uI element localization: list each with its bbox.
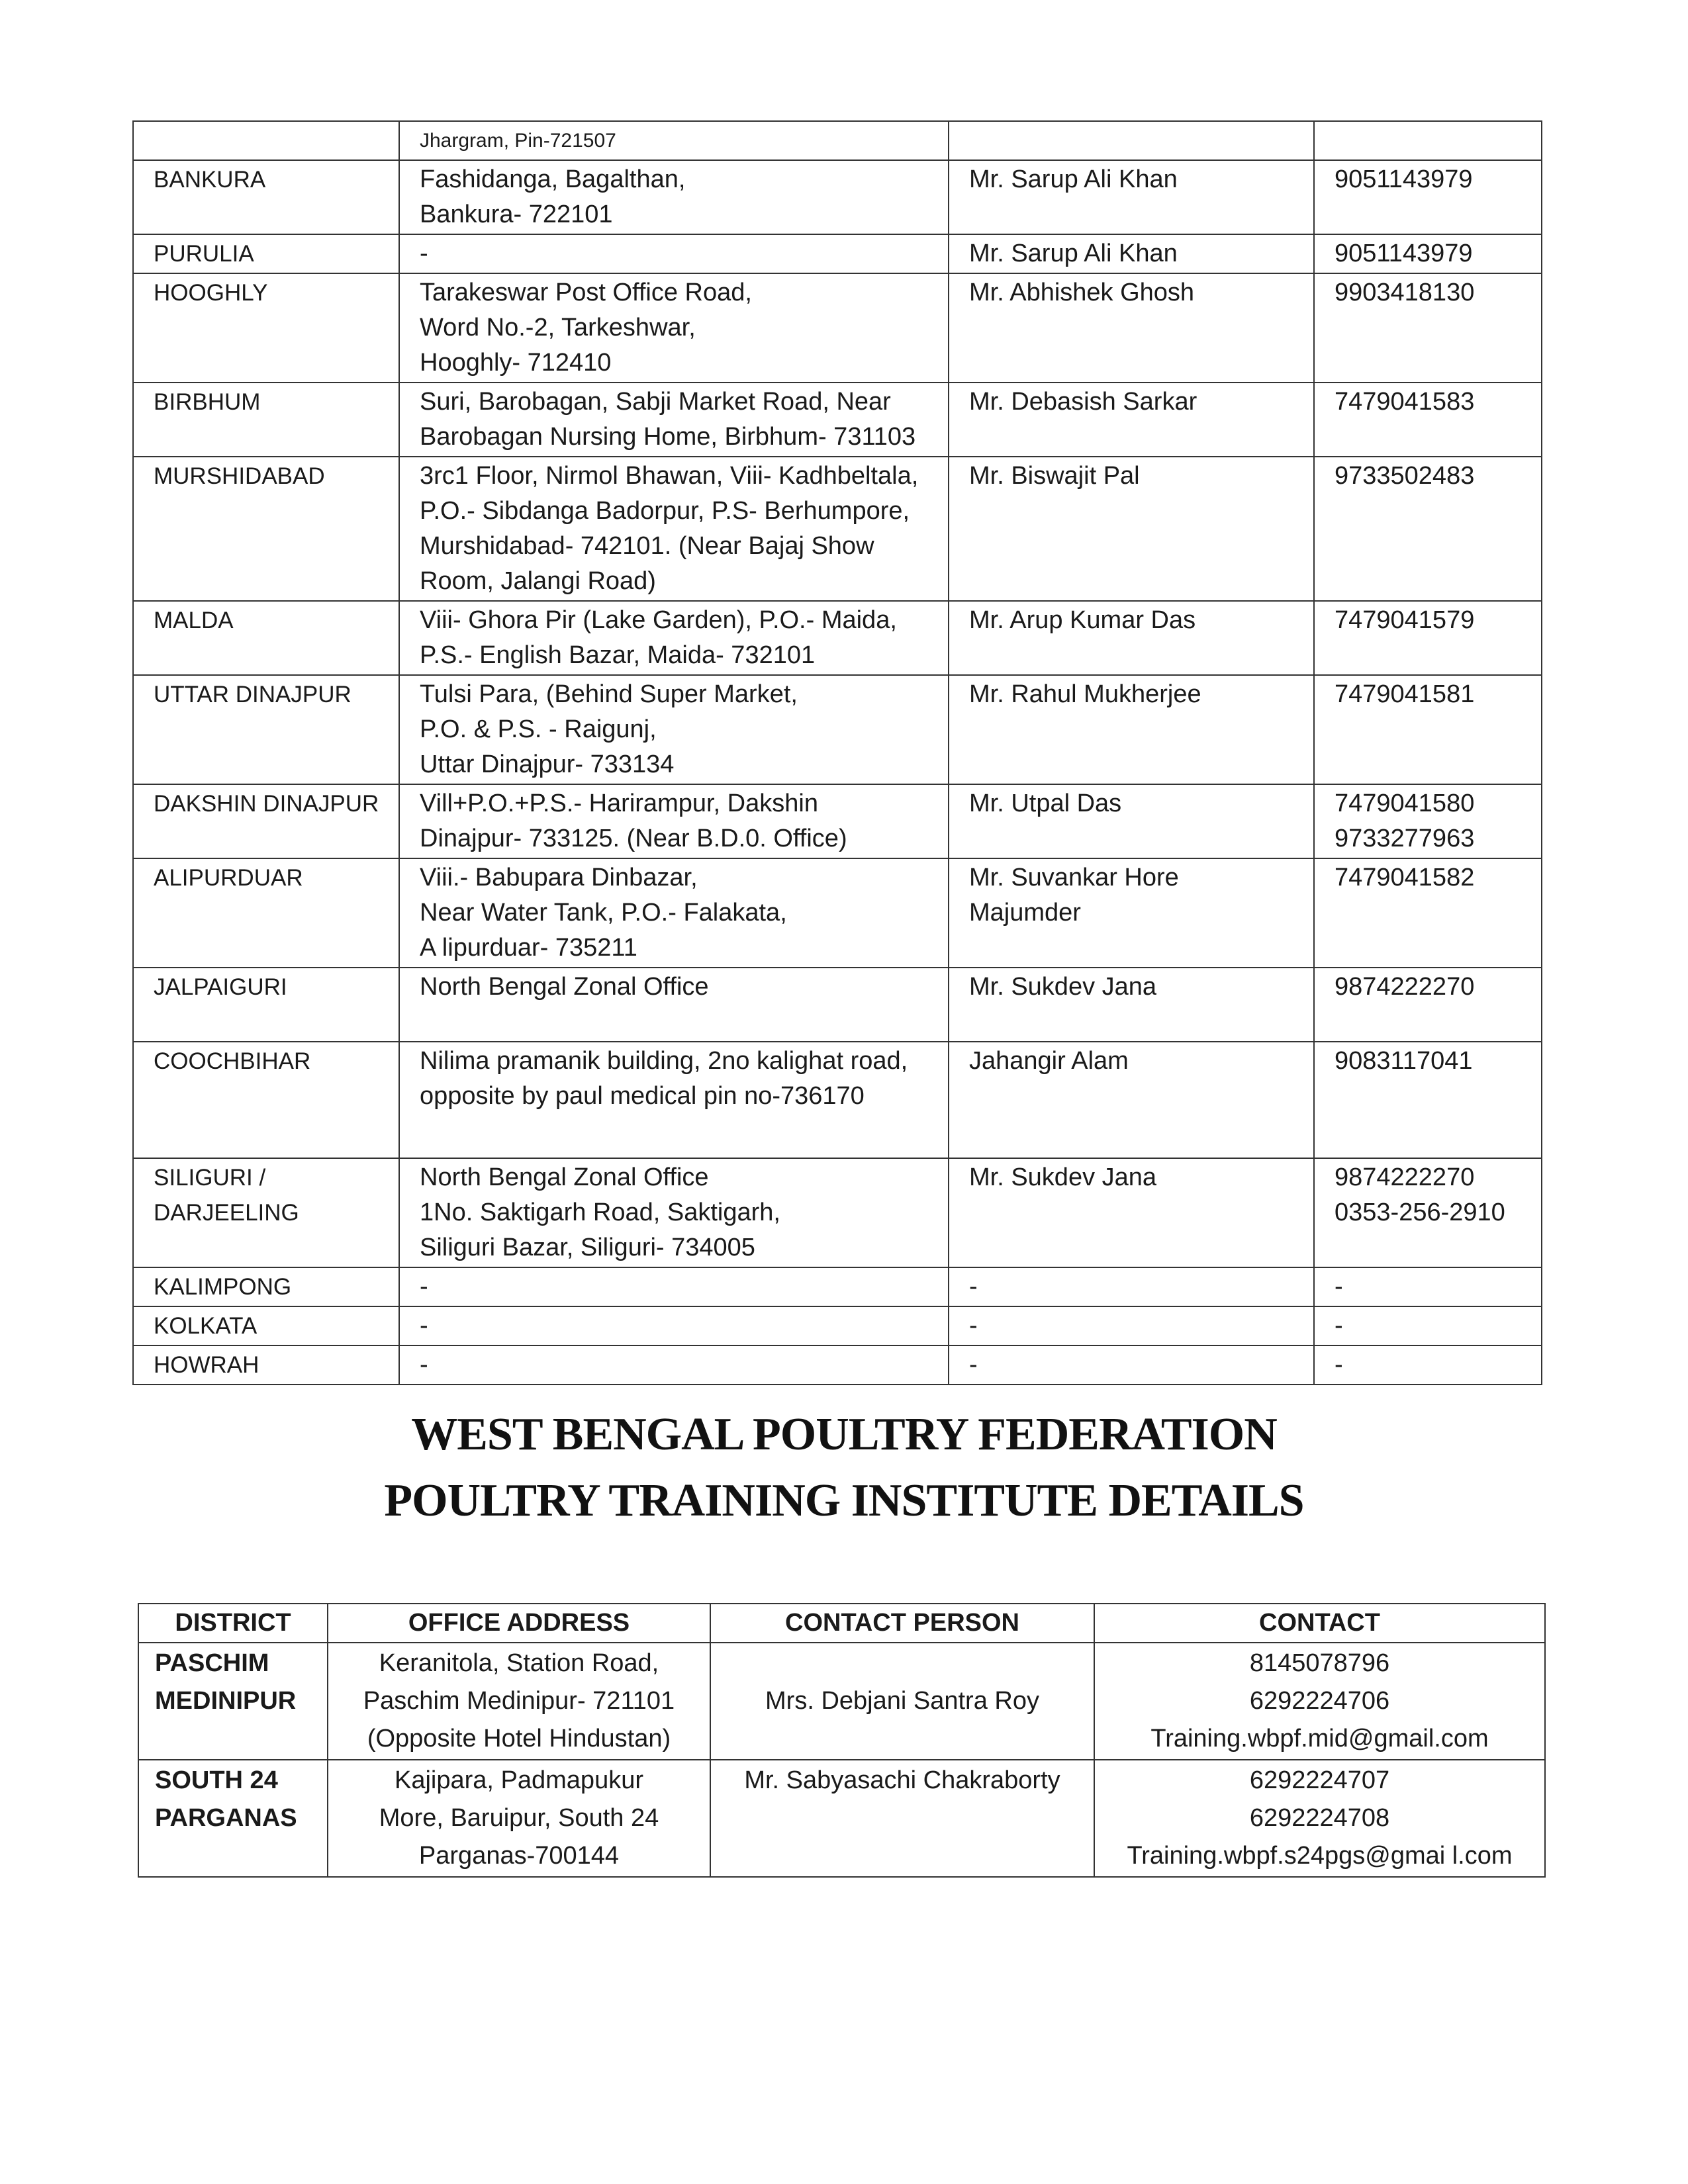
contact-number-cell-line: 7479041579 — [1335, 606, 1475, 634]
address-cell — [399, 968, 949, 1042]
district-cell — [138, 1643, 328, 1760]
address-cell-line: Paschim Medinipur- 721101 — [363, 1687, 675, 1715]
address-cell — [399, 1042, 949, 1158]
contact-person-cell — [949, 273, 1314, 383]
contact-number-cell-line: Training.wbpf.s24pgs@gmai l.com — [1127, 1842, 1513, 1870]
address-cell-line: North Bengal Zonal Office — [420, 973, 709, 1001]
address-cell-line: (Opposite Hotel Hindustan) — [367, 1725, 671, 1752]
contact-person-cell: Mrs. Debjani Santra Roy — [710, 1643, 1094, 1760]
contact-number-cell — [1314, 383, 1542, 457]
contact-person-cell — [949, 601, 1314, 675]
contact-person-cell — [949, 675, 1314, 784]
district-cell-line: KALIMPONG — [154, 1274, 292, 1300]
address-cell-line: Hooghly- 712410 — [420, 349, 612, 377]
table-header-row — [138, 1604, 1545, 1643]
contact-person-cell — [949, 121, 1314, 160]
contact-person-cell — [949, 383, 1314, 457]
address-cell-line: Word No.-2, Tarkeshwar, — [420, 314, 696, 341]
district-cell-line: UTTAR DINAJPUR — [154, 682, 352, 707]
contact-number-cell-line: 0353-256-2910 — [1335, 1199, 1505, 1226]
contact-person-cell-line: - — [969, 1312, 978, 1340]
district-cell-line: BIRBHUM — [154, 389, 261, 415]
contact-person-cell-line: - — [969, 1351, 978, 1379]
district-cell — [133, 675, 399, 784]
contact-number-cell — [1314, 1042, 1542, 1158]
contact-number-cell-line: 9874222270 — [1335, 973, 1475, 1001]
address-cell-line: Jhargram, Pin-721507 — [420, 130, 616, 152]
address-cell — [399, 1306, 949, 1345]
district-cell-line: DAKSHIN DINAJPUR — [154, 791, 379, 817]
contact-person-cell — [949, 160, 1314, 234]
address-cell-line: Room, Jalangi Road) — [420, 567, 656, 595]
district-cell-line: SILIGURI / — [154, 1165, 266, 1191]
address-cell-line: 1No. Saktigarh Road, Saktigarh, — [420, 1199, 780, 1226]
contact-person-cell-line: Majumder — [969, 899, 1081, 927]
table-row — [133, 160, 1542, 234]
address-cell-line: Fashidanga, Bagalthan, — [420, 165, 686, 193]
address-cell-line: P.O. & P.S. - Raigunj, — [420, 715, 657, 743]
address-cell-line: Kajipara, Padmapukur — [395, 1766, 643, 1794]
district-cell-line: MALDA — [154, 608, 234, 633]
district-cell-line: KOLKATA — [154, 1313, 258, 1339]
address-cell-line: - — [420, 1312, 428, 1340]
header-district: DISTRICT — [138, 1604, 328, 1643]
district-cell — [133, 601, 399, 675]
contact-number-cell-line: - — [1335, 1273, 1343, 1300]
header-office-address: OFFICE ADDRESS — [328, 1604, 710, 1643]
contact-number-cell — [1314, 234, 1542, 273]
contact-number-cell-line: - — [1335, 1312, 1343, 1340]
table-row — [133, 234, 1542, 273]
address-cell — [399, 1158, 949, 1267]
contact-number-cell — [1314, 1306, 1542, 1345]
contact-person-cell-line: Mr. Abhishek Ghosh — [969, 279, 1195, 306]
federation-title: WEST BENGAL POULTRY FEDERATION — [411, 1409, 1277, 1460]
address-cell — [328, 1643, 710, 1760]
address-cell-line: Suri, Barobagan, Sabji Market Road, Near — [420, 388, 891, 416]
address-cell-line: Barobagan Nursing Home, Birbhum- 731103 — [420, 423, 916, 451]
contact-number-cell-line: Training.wbpf.mid@gmail.com — [1150, 1725, 1489, 1752]
contact-number-cell-line: 7479041580 — [1335, 790, 1475, 817]
address-cell-line: Parganas-700144 — [418, 1842, 620, 1870]
contact-person-cell-line: Mr. Utpal Das — [969, 790, 1122, 817]
contact-number-cell — [1314, 675, 1542, 784]
contact-number-cell — [1314, 1158, 1542, 1267]
contact-person-cell — [949, 1042, 1314, 1158]
address-cell — [399, 383, 949, 457]
contact-number-cell-line: 9051143979 — [1335, 165, 1473, 193]
contact-number-cell — [1314, 1267, 1542, 1306]
address-cell-line: Dinajpur- 733125. (Near B.D.0. Office) — [420, 825, 847, 852]
district-office-table — [132, 120, 1542, 1385]
address-cell-line: Tarakeswar Post Office Road, — [420, 279, 752, 306]
contact-person-cell-line — [969, 123, 1304, 158]
contact-person-cell-line: Mr. Suvankar Hore — [969, 864, 1179, 891]
header-contact: CONTACT — [1094, 1604, 1545, 1643]
district-cell-line — [154, 123, 389, 158]
contact-number-cell-line: 9733277963 — [1335, 825, 1475, 852]
contact-number-cell-line — [1335, 123, 1532, 158]
contact-number-cell — [1094, 1643, 1545, 1760]
district-cell — [133, 1306, 399, 1345]
contact-number-cell — [1314, 273, 1542, 383]
contact-person-cell-line: Mr. Sukdev Jana — [969, 973, 1157, 1001]
address-cell — [399, 273, 949, 383]
table-row — [133, 121, 1542, 160]
address-cell-line: - — [420, 1351, 428, 1379]
table-row — [133, 675, 1542, 784]
district-cell-line: MURSHIDABAD — [154, 463, 325, 489]
table-row — [133, 457, 1542, 601]
contact-number-cell — [1314, 457, 1542, 601]
contact-person-cell: Mr. Sabyasachi Chakraborty — [710, 1760, 1094, 1877]
district-cell — [133, 784, 399, 858]
contact-number-cell-line: - — [1335, 1351, 1343, 1379]
contact-person-cell-line: Mr. Sarup Ali Khan — [969, 240, 1178, 267]
address-cell-line: P.S.- English Bazar, Maida- 732101 — [420, 641, 816, 669]
address-cell — [399, 858, 949, 968]
address-cell-line — [420, 1005, 939, 1040]
training-institute-table — [138, 1603, 1546, 1878]
contact-number-cell-line: 9051143979 — [1335, 240, 1473, 267]
contact-number-cell-line: 9874222270 — [1335, 1163, 1475, 1191]
district-cell — [138, 1760, 328, 1877]
district-cell — [133, 968, 399, 1042]
address-cell — [399, 784, 949, 858]
district-cell — [133, 234, 399, 273]
district-cell-line: SOUTH 24 — [155, 1766, 278, 1794]
district-cell-line: PASCHIM — [155, 1649, 269, 1677]
contact-person-cell-line: - — [969, 1273, 978, 1300]
address-cell-line: Keranitola, Station Road, — [379, 1649, 659, 1677]
contact-number-cell-line: 9083117041 — [1335, 1047, 1473, 1075]
contact-number-cell — [1314, 968, 1542, 1042]
address-cell-line: P.O.- Sibdanga Badorpur, P.S- Berhumpore, — [420, 497, 910, 525]
district-office-table-body — [133, 121, 1542, 1385]
address-cell — [399, 457, 949, 601]
contact-number-cell-line: 9903418130 — [1335, 279, 1475, 306]
address-cell-line: Bankura- 722101 — [420, 201, 613, 228]
table-row — [133, 1267, 1542, 1306]
table-row — [133, 273, 1542, 383]
contact-person-cell-line: Jahangir Alam — [969, 1047, 1129, 1075]
district-cell — [133, 1042, 399, 1158]
district-cell — [133, 858, 399, 968]
table-row — [133, 1042, 1542, 1158]
table-row — [133, 1345, 1542, 1385]
contact-number-cell — [1314, 858, 1542, 968]
address-cell-line: More, Baruipur, South 24 — [379, 1804, 659, 1832]
contact-number-cell — [1314, 1345, 1542, 1385]
district-cell-line: MEDINIPUR — [155, 1687, 297, 1715]
contact-person-cell — [949, 1345, 1314, 1385]
contact-number-cell — [1314, 784, 1542, 858]
table-row — [138, 1760, 1545, 1877]
contact-number-cell-line: 7479041583 — [1335, 388, 1475, 416]
table-row — [133, 968, 1542, 1042]
contact-person-cell-line: Mr. Sarup Ali Khan — [969, 165, 1178, 193]
contact-person-cell-line: Mr. Rahul Mukherjee — [969, 680, 1201, 708]
address-cell-line: Tulsi Para, (Behind Super Market, — [420, 680, 798, 708]
contact-number-cell-line: 9733502483 — [1335, 462, 1475, 490]
address-cell-line: A lipurduar- 735211 — [420, 934, 637, 962]
contact-person-cell-line: Mr. Debasish Sarkar — [969, 388, 1197, 416]
address-cell — [328, 1760, 710, 1877]
district-cell — [133, 457, 399, 601]
district-cell — [133, 1345, 399, 1385]
district-cell — [133, 273, 399, 383]
contact-person-cell-line: Mr. Biswajit Pal — [969, 462, 1140, 490]
district-cell-line: ALIPURDUAR — [154, 865, 303, 891]
contact-number-cell — [1314, 121, 1542, 160]
address-cell — [399, 234, 949, 273]
district-cell — [133, 160, 399, 234]
contact-number-cell-line: 8145078796 — [1249, 1649, 1390, 1677]
address-cell-line: Viii.- Babupara Dinbazar, — [420, 864, 698, 891]
header-contact-person: CONTACT PERSON — [710, 1604, 1094, 1643]
district-cell-line: DARJEELING — [154, 1200, 299, 1226]
address-cell-line: 3rc1 Floor, Nirmol Bhawan, Viii- Kadhbeltala, — [420, 462, 919, 490]
contact-person-cell — [949, 457, 1314, 601]
address-cell — [399, 675, 949, 784]
district-cell — [133, 1267, 399, 1306]
contact-number-cell-line: 7479041582 — [1335, 864, 1475, 891]
table-row — [133, 784, 1542, 858]
contact-number-cell — [1094, 1760, 1545, 1877]
contact-number-cell — [1314, 160, 1542, 234]
contact-number-cell-line: 6292224707 — [1249, 1766, 1390, 1794]
contact-person-cell-line: Mr. Sukdev Jana — [969, 1163, 1157, 1191]
contact-person-cell — [949, 858, 1314, 968]
district-cell-line: PARGANAS — [155, 1804, 297, 1832]
contact-number-cell-line: 6292224708 — [1249, 1804, 1390, 1832]
address-cell — [399, 601, 949, 675]
address-cell-line: - — [420, 1273, 428, 1300]
address-cell-line: - — [420, 240, 428, 267]
address-cell-line: Siliguri Bazar, Siliguri- 734005 — [420, 1234, 755, 1261]
training-institute-title: POULTRY TRAINING INSTITUTE DETAILS — [384, 1475, 1304, 1526]
district-cell-line: COOCHBIHAR — [154, 1048, 311, 1074]
address-cell-line: North Bengal Zonal Office — [420, 1163, 709, 1191]
address-cell-line: Murshidabad- 742101. (Near Bajaj Show — [420, 532, 874, 560]
address-cell — [399, 1267, 949, 1306]
table-row — [138, 1643, 1545, 1760]
district-cell-line: HOWRAH — [154, 1352, 259, 1378]
address-cell-line — [420, 1114, 939, 1149]
contact-person-cell — [949, 968, 1314, 1042]
address-cell-line: opposite by paul medical pin no-736170 — [420, 1082, 865, 1110]
district-cell-line: HOOGHLY — [154, 280, 268, 306]
contact-person-cell — [949, 1158, 1314, 1267]
address-cell-line: Viii- Ghora Pir (Lake Garden), P.O.- Maida, — [420, 606, 897, 634]
district-cell — [133, 1158, 399, 1267]
address-cell — [399, 160, 949, 234]
table-row — [133, 601, 1542, 675]
address-cell-line: Near Water Tank, P.O.- Falakata, — [420, 899, 787, 927]
training-institute-table-body — [138, 1643, 1545, 1877]
contact-person-cell — [949, 1306, 1314, 1345]
address-cell-line: Vill+P.O.+P.S.- Harirampur, Dakshin — [420, 790, 818, 817]
contact-person-cell — [949, 784, 1314, 858]
district-cell — [133, 383, 399, 457]
contact-number-cell-line: 6292224706 — [1249, 1687, 1390, 1715]
address-cell-line: Uttar Dinajpur- 733134 — [420, 751, 675, 778]
address-cell-line: Nilima pramanik building, 2no kalighat road, — [420, 1047, 908, 1075]
district-cell-line: PURULIA — [154, 241, 254, 267]
table-row — [133, 858, 1542, 968]
address-cell — [399, 1345, 949, 1385]
table-row — [133, 383, 1542, 457]
table-row — [133, 1306, 1542, 1345]
contact-number-cell — [1314, 601, 1542, 675]
district-cell — [133, 121, 399, 160]
address-cell — [399, 121, 949, 160]
contact-number-cell-line: 7479041581 — [1335, 680, 1475, 708]
contact-person-cell — [949, 1267, 1314, 1306]
contact-person-cell — [949, 234, 1314, 273]
contact-person-cell-line: Mr. Arup Kumar Das — [969, 606, 1196, 634]
district-cell-line: JALPAIGURI — [154, 974, 287, 1000]
district-cell-line: BANKURA — [154, 167, 266, 193]
table-row — [133, 1158, 1542, 1267]
